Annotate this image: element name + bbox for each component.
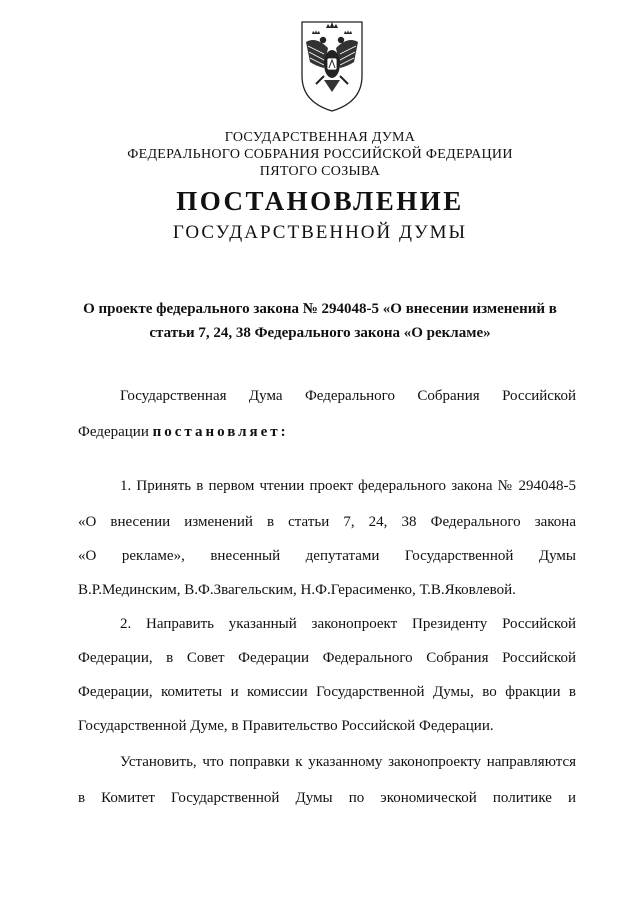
- item1-line1: 1. Принять в первом чтении проект федерального закона № 294048-5: [120, 478, 576, 494]
- org-name-line2: ФЕДЕРАЛЬНОГО СОБРАНИЯ РОССИЙСКОЙ ФЕДЕРАЦИИ: [127, 147, 513, 162]
- item2-line4: Государственной Думе, в Правительство Российской Федерации.: [78, 718, 494, 734]
- preamble-text: Федерации: [78, 424, 153, 440]
- org-name-line1: ГОСУДАРСТВЕННАЯ ДУМА: [224, 130, 416, 145]
- subject-line2: статьи 7, 24, 38 Федерального закона «О рекламе»: [149, 325, 491, 341]
- item2-line2: Федерации, в Совет Федерации Федерального Собрания Российской: [78, 650, 576, 666]
- subject-line1: О проекте федерального закона № 294048-5 «О внесении изменений в: [83, 301, 557, 317]
- preamble-line1: Государственная Дума Федерального Собрания Российской: [120, 388, 576, 404]
- item3-line1: Установить, что поправки к указанному законопроекту направляются: [120, 754, 576, 770]
- item1-line2: «О внесении изменений в статьи 7, 24, 38 Федерального закона: [78, 514, 576, 530]
- resolves-keyword: постановляет:: [152, 424, 289, 440]
- item1-line4: В.Р.Мединским, В.Ф.Звагельским, Н.Ф.Герасименко, Т.В.Яковлевой.: [78, 582, 516, 598]
- russian-coat-of-arms-icon: [298, 18, 366, 114]
- document-type-title: ПОСТАНОВЛЕНИЕ: [176, 186, 464, 216]
- convocation-line: ПЯТОГО СОЗЫВА: [259, 164, 381, 179]
- item2-line3: Федерации, комитеты и комиссии Государственной Думы, во фракции в: [78, 684, 576, 700]
- preamble-line2: [78, 414, 576, 450]
- item1-line3: «О рекламе», внесенный депутатами Государственной Думы: [78, 548, 576, 564]
- item3-line2: в Комитет Государственной Думы по экономической политике и: [78, 790, 576, 806]
- item2-line1: 2. Направить указанный законопроект Президенту Российской: [120, 616, 576, 632]
- document-issuer: ГОСУДАРСТВЕННОЙ ДУМЫ: [172, 222, 468, 243]
